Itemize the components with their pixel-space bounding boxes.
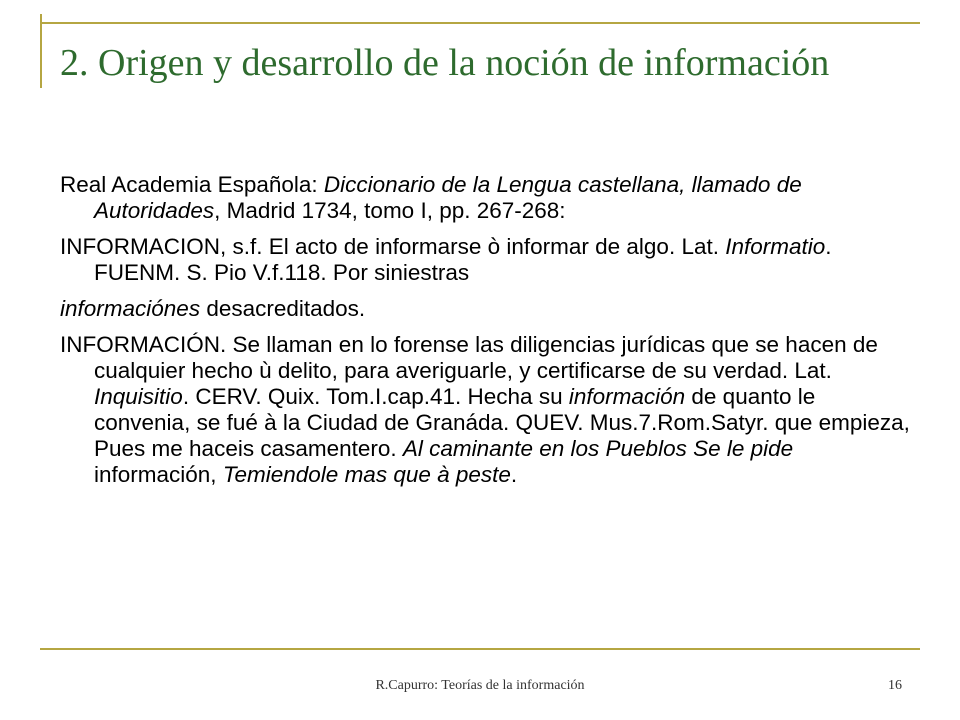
text-run: , Madrid 1734, tomo I, pp. 267-268: [214, 198, 566, 223]
italic-text: Temiendole mas que à peste [222, 462, 511, 487]
text-run: . FUENM. S. Pio V.f.118. Por siniestras [94, 234, 832, 285]
text-run: desacreditados. [200, 296, 366, 321]
text-run: INFORMACIÓN. Se llaman en lo forense las diligencias jurídicas que se hacen de cualquier hecho ù delito, para averiguarle, y certificarse de su verdad. Lat. [60, 332, 878, 383]
text-run: de quanto le convenia, se fué à la Ciudad de Granáda. QUEV. Mus.7.Rom.Satyr. que empieza, Pues me haceis casamentero. [94, 384, 910, 461]
paragraph [60, 296, 910, 322]
text-run: INFORMACION, s.f. El acto de informarse ò informar de algo. Lat. [60, 234, 726, 259]
paragraph [60, 332, 910, 488]
page-number: 16 [888, 678, 902, 693]
bottom-rule [40, 648, 920, 650]
italic-text: Al caminante en los Pueblos Se le pide [402, 436, 794, 461]
top-rule [40, 22, 920, 24]
italic-text: Informatio [725, 234, 826, 259]
italic-text: información [568, 384, 686, 409]
italic-text: Diccionario de la Lengua castellana, llamado de Autoridades [94, 172, 802, 223]
italic-text: Inquisitio [94, 384, 183, 409]
text-run: . CERV. Quix. Tom.I.cap.41. Hecha su [182, 384, 569, 409]
paragraph [60, 234, 910, 286]
slide-body [60, 172, 910, 498]
italic-text: informaciónes [60, 296, 201, 321]
slide-title: 2. Origen y desarrollo de la noción de información [60, 42, 830, 84]
text-run: Real Academia Española: [60, 172, 324, 197]
text-run: información, [94, 462, 223, 487]
left-accent-rule [40, 14, 42, 88]
text-run: . [510, 462, 518, 487]
paragraph [60, 172, 910, 224]
footer-author: R.Capurro: Teorías de la información [375, 678, 585, 693]
